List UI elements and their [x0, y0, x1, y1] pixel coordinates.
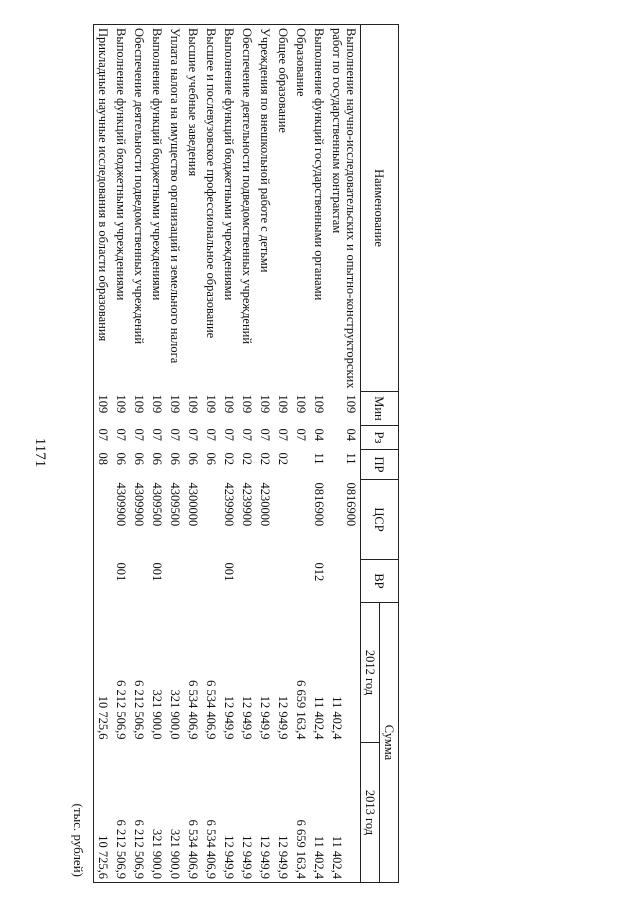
cell-csr: 4309900: [132, 482, 146, 527]
table-row: [184, 25, 202, 883]
cell-pr: 11: [344, 452, 358, 465]
cell-sum-2013: 6 659 163,4: [292, 743, 310, 883]
cell-sum-2013: 12 949,9: [238, 743, 256, 883]
cell-name: Обеспечение деятельности подведомственных учреждений: [130, 25, 148, 392]
cell-rz: 07: [168, 428, 182, 441]
cell-min: 109: [344, 394, 358, 414]
cell-rz: 04: [344, 428, 358, 441]
cell-rz: 07: [186, 428, 200, 441]
table-row: [94, 25, 113, 883]
cell-name: Уплата налога на имущество организаций и земельного налога: [166, 25, 184, 392]
cell-pr: 06: [114, 452, 128, 465]
cell-sum-2013: 11 402,4: [328, 743, 361, 883]
cell-csr: 0816900: [344, 482, 358, 527]
cell-vr: 001: [150, 562, 164, 582]
cell-name: Прикладные научные исследования в области образования: [94, 25, 113, 392]
cell-csr: 4309500: [168, 482, 182, 527]
cell-pr: 06: [186, 452, 200, 465]
cell-name: Общее образование: [274, 25, 292, 392]
header-pr: ПР: [361, 450, 399, 480]
cell-pr: 06: [168, 452, 182, 465]
cell-vr: [292, 560, 310, 603]
cell-sum-2013: 6 534 406,9: [202, 743, 220, 883]
cell-rz: 07: [94, 426, 113, 450]
cell-rz: 07: [132, 428, 146, 441]
header-name: Наименование: [361, 25, 399, 392]
header-year-2013: 2013 год: [361, 743, 380, 883]
cell-rz: 07: [294, 428, 308, 441]
table-row: [328, 25, 361, 883]
cell-sum-2013: 10 725,6: [94, 743, 113, 883]
cell-min: 109: [114, 394, 128, 414]
cell-csr: 4300000: [186, 482, 200, 527]
header-min: Мин: [361, 392, 399, 426]
cell-vr: 001: [222, 562, 236, 582]
budget-table: [93, 24, 399, 883]
cell-vr: [184, 560, 202, 603]
cell-rz: 07: [240, 428, 254, 441]
cell-name: Выполнение функций бюджетными учреждениями: [220, 25, 238, 392]
table-row: [166, 25, 184, 883]
units-label: (тыс. рублей): [71, 803, 86, 877]
cell-name: Выполнение функций государственными органами: [310, 25, 328, 392]
cell-csr: 4309900: [114, 482, 128, 527]
cell-rz: 07: [150, 428, 164, 441]
cell-sum-2012: 11 402,4: [312, 696, 326, 740]
cell-csr: [94, 480, 113, 560]
cell-min: 109: [258, 394, 272, 414]
cell-vr: [130, 560, 148, 603]
cell-name: Выполнение научно-исследовательских и опытно-конструкторских работ по государственным контрактам: [328, 25, 361, 392]
header-year-2012: 2012 год: [361, 603, 380, 743]
cell-vr: [238, 560, 256, 603]
cell-sum-2012: 12 949,9: [276, 695, 290, 740]
cell-sum-2012: 6 212 506,9: [114, 680, 128, 740]
cell-pr: 02: [258, 452, 272, 465]
cell-min: 109: [186, 394, 200, 414]
table-row: [238, 25, 256, 883]
cell-name: Обеспечение деятельности подведомственных учреждений: [238, 25, 256, 392]
cell-min: 109: [132, 394, 146, 414]
cell-min: 109: [150, 394, 164, 414]
table-row: [148, 25, 166, 883]
cell-csr: [292, 480, 310, 560]
cell-vr: [166, 560, 184, 603]
cell-vr: [274, 560, 292, 603]
cell-pr: [292, 450, 310, 480]
cell-pr: 02: [222, 452, 236, 465]
cell-sum-2012: 321 900,0: [150, 689, 164, 740]
cell-pr: 06: [204, 452, 218, 465]
cell-sum-2012: 6 659 163,4: [294, 680, 308, 740]
cell-sum-2013: 6 534 406,9: [184, 743, 202, 883]
cell-name: Выполнение функций бюджетными учреждениями: [148, 25, 166, 392]
cell-rz: 07: [258, 428, 272, 441]
cell-name: Выполнение функций бюджетными учреждениями: [112, 25, 130, 392]
cell-rz: 07: [114, 428, 128, 441]
cell-min: 109: [312, 394, 326, 414]
cell-pr: 02: [240, 452, 254, 465]
cell-sum-2013: 321 900,0: [148, 743, 166, 883]
cell-csr: 4309500: [150, 482, 164, 527]
cell-min: 109: [222, 394, 236, 414]
cell-csr: 4239900: [240, 482, 254, 527]
cell-vr: [94, 560, 113, 603]
table-row: [256, 25, 274, 883]
cell-sum-2013: 12 949,9: [274, 743, 292, 883]
cell-sum-2013: 11 402,4: [310, 743, 328, 883]
cell-min: 109: [276, 394, 290, 414]
cell-min: 109: [168, 394, 182, 414]
cell-min: 109: [204, 394, 218, 414]
cell-sum-2013: 321 900,0: [166, 743, 184, 883]
cell-sum-2012: 12 949,9: [222, 695, 236, 740]
cell-vr: [256, 560, 274, 603]
cell-name: Высшее и послевузовское профессиональное образование: [202, 25, 220, 392]
cell-sum-2012: 6 212 506,9: [132, 680, 146, 740]
cell-sum-2013: 6 212 506,9: [130, 743, 148, 883]
cell-sum-2012: 6 534 406,9: [186, 680, 200, 740]
cell-rz: 07: [222, 428, 236, 441]
cell-name: Образование: [292, 25, 310, 392]
table-row: [292, 25, 310, 883]
cell-csr: [274, 480, 292, 560]
cell-sum-2013: 12 949,9: [256, 743, 274, 883]
cell-csr: 4239900: [222, 482, 236, 527]
cell-pr: 06: [132, 452, 146, 465]
cell-sum-2013: 6 212 506,9: [112, 743, 130, 883]
cell-csr: 4230000: [258, 482, 272, 527]
cell-csr: 0816900: [312, 482, 326, 527]
cell-pr: 08: [94, 450, 113, 480]
header-vr: ВР: [361, 560, 399, 603]
cell-sum-2012: 12 949,9: [258, 695, 272, 740]
cell-sum-2012: 12 949,9: [240, 695, 254, 740]
cell-vr: [202, 560, 220, 603]
table-row: [220, 25, 238, 883]
cell-min: 109: [294, 394, 308, 414]
table-row: [274, 25, 292, 883]
cell-csr: [202, 480, 220, 560]
cell-rz: 07: [204, 428, 218, 441]
cell-rz: 07: [276, 428, 290, 441]
header-sum: Сумма: [380, 603, 399, 883]
cell-min: 109: [240, 394, 254, 414]
cell-vr: 012: [312, 562, 326, 582]
page-number: 1171: [32, 437, 48, 468]
cell-vr: [328, 560, 361, 603]
cell-rz: 04: [312, 428, 326, 441]
cell-vr: 001: [114, 562, 128, 582]
cell-min: 109: [94, 392, 113, 426]
header-rz: Рз: [361, 426, 399, 450]
cell-sum-2012: 6 534 406,9: [204, 680, 218, 740]
table-row: [310, 25, 328, 883]
header-csr: ЦСР: [361, 480, 399, 560]
table-row: [112, 25, 130, 883]
cell-sum-2012: 10 725,6: [94, 603, 113, 743]
cell-pr: 06: [150, 452, 164, 465]
cell-pr: 02: [276, 452, 290, 465]
cell-name: Учреждения по внешкольной работе с детьми: [256, 25, 274, 392]
cell-pr: 11: [312, 452, 326, 465]
table-row: [130, 25, 148, 883]
table-body: [94, 25, 361, 883]
table-row: [202, 25, 220, 883]
cell-sum-2012: 11 402,4: [330, 696, 344, 740]
cell-name: Высшие учебные заведения: [184, 25, 202, 392]
cell-sum-2012: 321 900,0: [168, 689, 182, 740]
cell-sum-2013: 12 949,9: [220, 743, 238, 883]
